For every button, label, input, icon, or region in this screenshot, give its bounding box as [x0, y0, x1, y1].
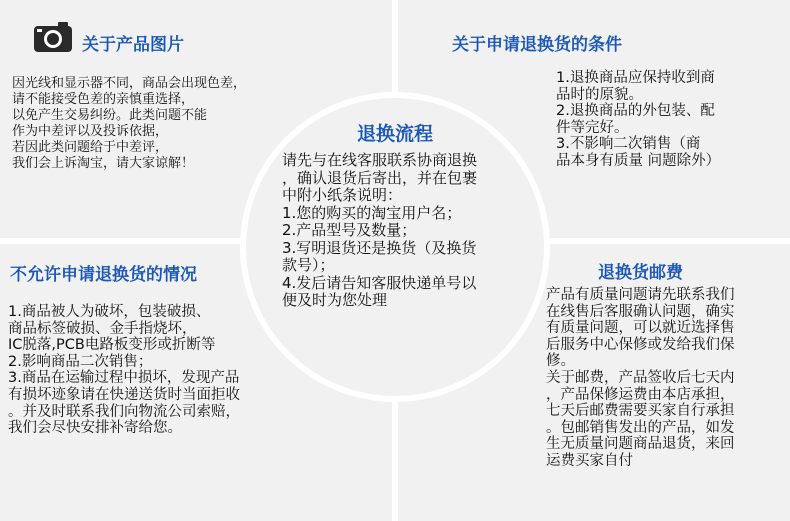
return-postage-text: 产品有质量问题请先联系我们 在线售后客服确认问题，确实 有质量问题，可以就近选择售 后服务中心保修或发给我们保 修。 关于邮费，产品签收后七天内 ，产品保修运费由本店承担， 七天后邮费需要买家自行承担 。包邮销售发出的产品，如发 生无质量问题商品退货，来回 运费买家自付: [546, 287, 735, 469]
return-conditions-text: 1.退换商品应保持收到商 品时的原貌。 2.退换商品的外包装、配 件等完好。 3.不影响二次销售（商 品本身有质量 问题除外）: [556, 70, 721, 169]
no-return-cases-text: 1.商品被人为破坏，包装破损、 商品标签破损、金手指烧坏， IC脱落,PCB电路板变形或折断等 2.影响商品二次销售； 3.商品在运输过程中损坏，发现产品 有损坏迹象请在快递送货时当面拒收 。并及时联系我们向物流公司索赔， 我们会尽快安排补寄给您。: [8, 304, 240, 437]
return-conditions-title: 关于申请退换货的条件: [452, 35, 622, 55]
return-process-text: 请先与在线客服联系协商退换 ，确认退货后寄出，并在包裹 中附小纸条说明： 1.您的购买的淘宝用户名； 2.产品型号及数量； 3.写明退货还是换货（及换货 款号）； 4.发后请告知客服快递单号以 便及时为您处理: [282, 151, 478, 309]
return-postage-title: 退换货邮费: [598, 263, 683, 283]
return-process-title: 退换流程: [356, 123, 433, 145]
product-images-title: 关于产品图片: [82, 35, 184, 55]
no-return-cases-title: 不允许申请退换货的情况: [10, 265, 197, 285]
product-images-text: 因光线和显示器不同，商品会出现色差， 请不能接受色差的亲慎重选择， 以免产生交易纠纷。此类问题不能 作为中差评以及投诉依据， 若因此类问题给于中差评， 我们会上诉淘宝，请大家谅解！: [12, 76, 247, 171]
camera-icon: [34, 22, 72, 52]
